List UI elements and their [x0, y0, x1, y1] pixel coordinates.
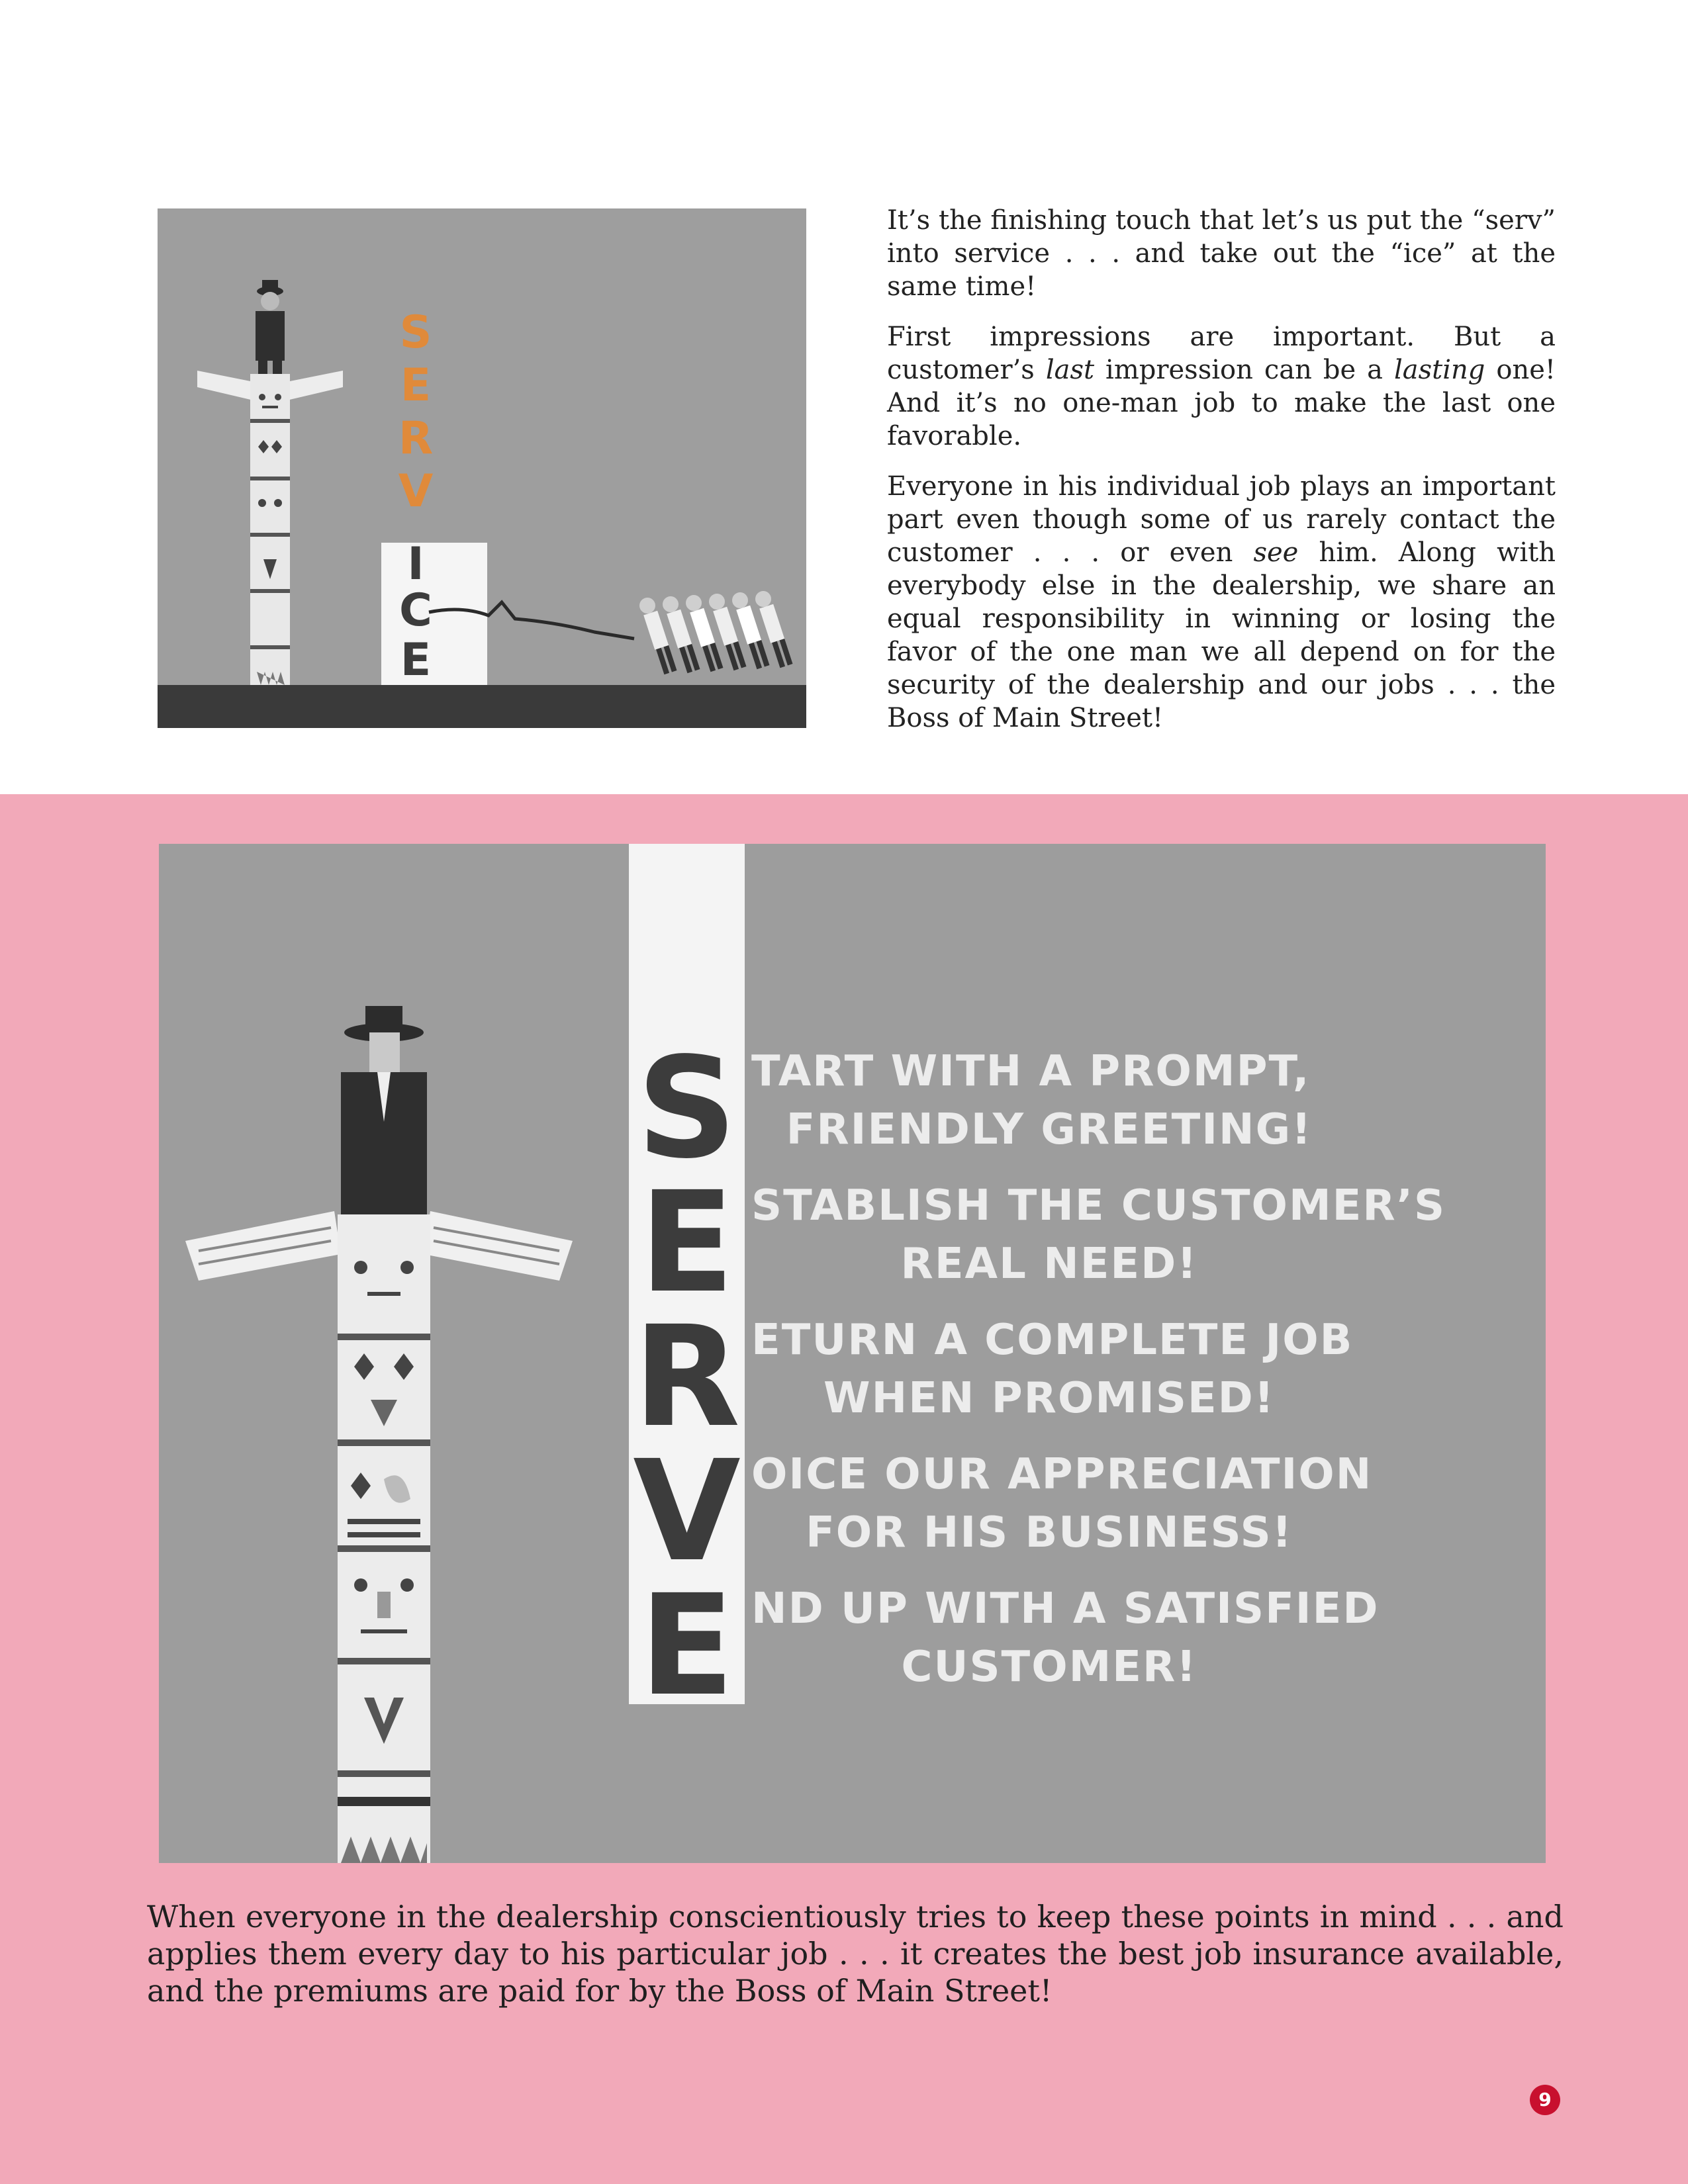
serve-line-end: ND UP WITH A SATISFIED CUSTOMER! — [751, 1584, 1380, 1692]
serve-line-voice: OICE OUR APPRECIATION FOR HIS BUSINESS! — [751, 1450, 1373, 1557]
closing-paragraph: When everyone in the dealership conscientiously tries to keep these points in mind . . . and applies them every day to his particular job . . . it creates the best job insurance available, and the premiums are paid for by the Boss of Main Street! — [147, 1899, 1564, 2009]
serve-line-return: ETURN A COMPLETE JOB WHEN PROMISED! — [751, 1316, 1354, 1423]
svg-text:R: R — [398, 412, 434, 465]
serve-line-start: TART WITH A PROMPT, FRIENDLY GREETING! — [751, 1047, 1313, 1154]
svg-text:E: E — [400, 634, 432, 686]
intro-paragraph-1: It’s the finishing touch that let’s us put the “serv” into service . . . and take out the “ice” at the same time! — [887, 205, 1556, 302]
pink-section — [0, 794, 1688, 2184]
service-illustration — [158, 208, 806, 728]
svg-text:V: V — [398, 465, 434, 518]
man-figure-icon — [256, 280, 285, 374]
serve-panel — [159, 844, 1546, 1863]
intro-paragraph-2: First impressions are important. But a customer’s last impression can be a lasting one! And it’s no one-man job to make the last one favorable. — [887, 322, 1556, 451]
serve-line-establish: STABLISH THE CUSTOMER’S REAL NEED! — [751, 1181, 1446, 1289]
serve-letter-s: S — [636, 1027, 737, 1189]
svg-text:E: E — [400, 359, 432, 412]
serve-letter-e: E — [639, 1161, 735, 1324]
serve-letter-e2: E — [639, 1565, 735, 1727]
intro-text — [887, 204, 1556, 752]
svg-text:I: I — [407, 538, 424, 590]
serve-letter-r: R — [633, 1296, 741, 1458]
svg-text:S: S — [399, 306, 432, 359]
svg-text:C: C — [399, 584, 432, 637]
intro-paragraph-3: Everyone in his individual job plays an important part even though some of us rarely contact the customer . . . or even see him. Along with everybody else in the dealership, we share an equal responsibility in winning or losing the favor of the one man we all depend on for the security of the dealership and our jobs . . . the Boss of Main Street! — [887, 471, 1556, 733]
page-number-badge: 9 — [1530, 2085, 1560, 2115]
serve-letter-v: V — [633, 1430, 741, 1592]
